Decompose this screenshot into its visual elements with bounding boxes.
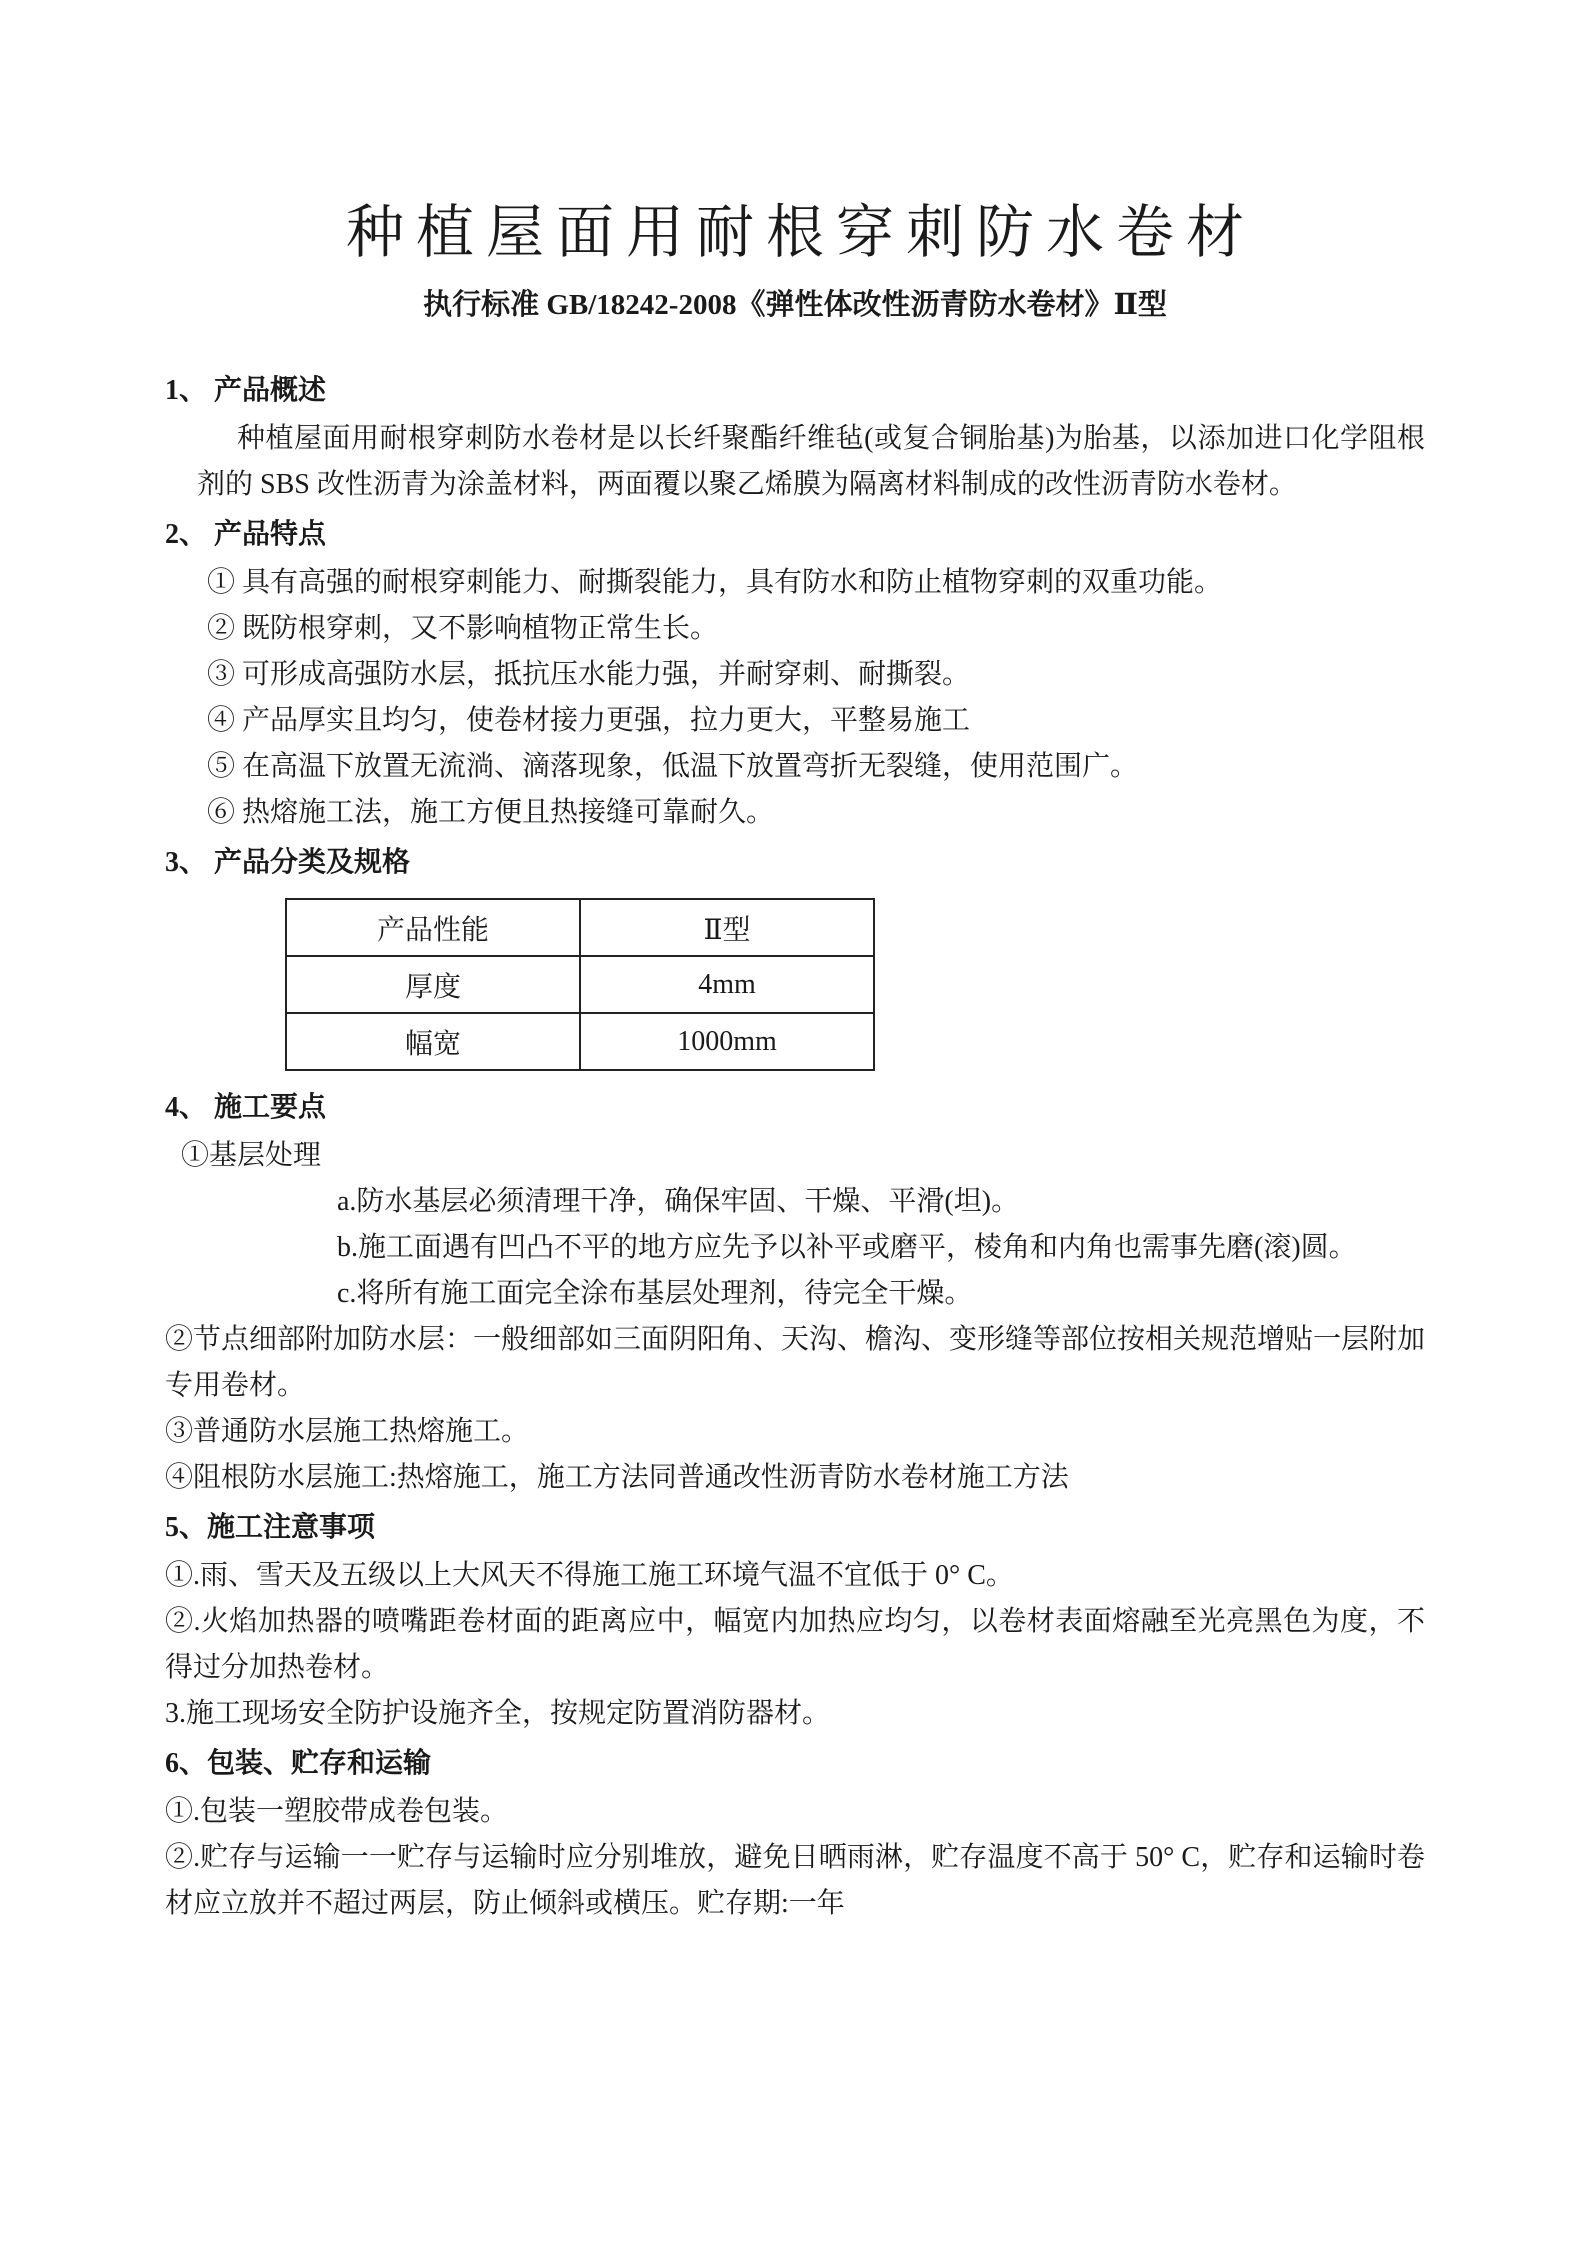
- packaging-list: [165, 1789, 1425, 1927]
- doc-subtitle: 执行标准 GB/18242-2008《弹性体改性沥青防水卷材》Ⅱ型: [423, 288, 1167, 321]
- section-1-heading: 1、 产品概述: [165, 375, 327, 407]
- table-row: [286, 899, 874, 956]
- base-treatment-steps: [337, 1179, 1425, 1317]
- construction-point-item: ④阻根防水层施工:热熔施工，施工方法同普通改性沥青防水卷材施工方法: [165, 1462, 1069, 1494]
- section-packaging-storage-transport: [165, 1741, 1425, 1927]
- table-row: [286, 956, 874, 1013]
- construction-point-list: [165, 1317, 1425, 1501]
- section-construction-points: [165, 1085, 1425, 1501]
- section-3-heading: 3、 产品分类及规格: [165, 847, 411, 879]
- section-5-heading: 5、施工注意事项: [165, 1512, 376, 1544]
- section-6-heading: 6、包装、贮存和运输: [165, 1748, 432, 1780]
- section-product-features: [165, 512, 1425, 836]
- feature-item: ⑤ 在高温下放置无流淌、滴落现象，低温下放置弯折无裂缝，使用范围广。: [207, 751, 1139, 783]
- feature-item: ④ 产品厚实且均匀，使卷材接力更强，拉力更大，平整易施工: [207, 705, 971, 737]
- table-cell-label: 产品性能: [286, 899, 580, 956]
- construction-point-item: ③普通防水层施工热熔施工。: [165, 1416, 530, 1448]
- feature-item: ⑥ 热熔施工法，施工方便且热接缝可靠耐久。: [207, 797, 775, 829]
- table-cell-value: 4mm: [580, 956, 874, 1013]
- feature-item: ③ 可形成高强防水层，抵抗压水能力强，并耐穿刺、耐撕裂。: [207, 659, 971, 691]
- construction-note-item: 3.施工现场安全防护设施齐全，按规定防置消防器材。: [165, 1698, 831, 1730]
- table-cell-label: 幅宽: [286, 1013, 580, 1070]
- table-cell-label: 厚度: [286, 956, 580, 1013]
- section-2-heading: 2、 产品特点: [165, 519, 327, 551]
- section-1-paragraph: 种植屋面用耐根穿刺防水卷材是以长纤聚酯纤维毡(或复合铜胎基)为胎基，以添加进口化学阻根剂的 SBS 改性沥青为涂盖材料，两面覆以聚乙烯膜为隔离材料制成的改性沥青防水卷材。: [197, 423, 1425, 501]
- section-classification-spec: [165, 840, 1425, 1071]
- product-spec-table: [285, 898, 875, 1071]
- base-treatment-subheading: ①基层处理: [181, 1140, 322, 1172]
- section-4-heading: 4、 施工要点: [165, 1092, 327, 1124]
- section-product-overview: [165, 368, 1425, 508]
- feature-item: ② 既防根穿刺，又不影响植物正常生长。: [207, 613, 719, 645]
- packaging-item: ②.贮存与运输一一贮存与运输时应分别堆放，避免日晒雨淋，贮存温度不高于 50° C，贮存和运输时卷材应立放并不超过两层，防止倾斜或横压。贮存期:一年: [165, 1842, 1425, 1920]
- section-construction-notes: [165, 1505, 1425, 1737]
- doc-title: 种植屋面用耐根穿刺防水卷材: [345, 200, 1256, 265]
- feature-list: [207, 560, 1425, 836]
- packaging-item: ①.包装一塑胶带成卷包装。: [165, 1796, 509, 1828]
- step-item: c.将所有施工面完全涂布基层处理剂，待完全干燥。: [337, 1278, 973, 1310]
- table-row: [286, 1013, 874, 1070]
- construction-note-list: [165, 1553, 1425, 1737]
- table-cell-value: Ⅱ型: [580, 899, 874, 956]
- table-cell-value: 1000mm: [580, 1013, 874, 1070]
- step-item: a.防水基层必须清理干净，确保牢固、干燥、平滑(坦)。: [337, 1186, 1020, 1218]
- construction-point-item: ②节点细部附加防水层：一般细部如三面阴阳角、天沟、檐沟、变形缝等部位按相关规范增贴一层附加专用卷材。: [165, 1324, 1426, 1402]
- step-item: b.施工面遇有凹凸不平的地方应先予以补平或磨平，棱角和内角也需事先磨(滚)圆。: [337, 1232, 1357, 1264]
- construction-note-item: ②.火焰加热器的喷嘴距卷材面的距离应中，幅宽内加热应均匀，以卷材表面熔融至光亮黑色为度，不得过分加热卷材。: [165, 1606, 1425, 1684]
- feature-item: ① 具有高强的耐根穿刺能力、耐撕裂能力，具有防水和防止植物穿刺的双重功能。: [207, 567, 1223, 599]
- construction-note-item: ①.雨、雪天及五级以上大风天不得施工施工环境气温不宜低于 0° C。: [165, 1560, 1014, 1592]
